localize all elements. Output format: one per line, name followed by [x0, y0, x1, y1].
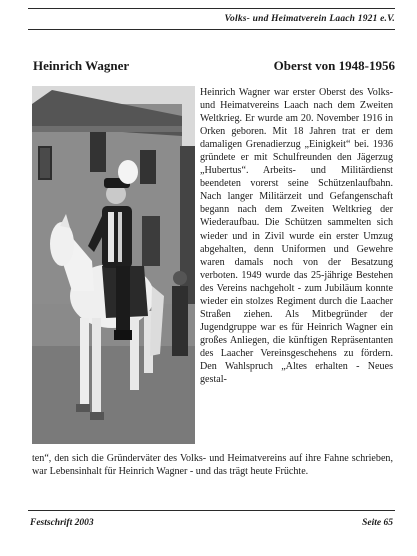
running-header: Volks- und Heimatverein Laach 1921 e.V.: [224, 14, 395, 24]
footer-publication: Festschrift 2003: [30, 518, 94, 528]
article-text-full-width: [32, 452, 393, 478]
role-heading: Oberst von 1948-1956: [273, 58, 395, 73]
article-paragraph-continuation: ten“, den sich die Gründerväter des Volks- und Heimatvereins auf ihre Fahne schrieben, war Lebensinhalt für Heinrich Wagner - und das trägt heute Früchte.: [32, 453, 393, 478]
footer-page-number: Seite 65: [362, 518, 393, 528]
header-rule-top: [28, 8, 395, 9]
article-title-row: [33, 58, 395, 76]
person-name-heading: Heinrich Wagner: [33, 58, 130, 73]
header-rule-bottom: [28, 29, 395, 30]
article-paragraph-column: Heinrich Wagner war erster Oberst des Volks- und Heimatvereins Laach nach dem Zweiten Weltkrieg. Er wurde am 20. November 1916 in Orken geboren. Mit 18 Jahren trat er dem damaligen Grenadierzug „Einigkeit“ bei. 1936 gründete er mit Schulfreunden den Jägerzug „Hubertus“. Arbeits- und Militärdienst beendeten vorerst seine Schützenlaufbahn. Nach langer Militärzeit und Gefangenschaft begann nach dem Zweiten Weltkrieg der Wiederaufbau. Die Schützen sammelten sich wieder und in Zivil wurde ein erster Umzug abgehalten, denn Uniformen und Gewehre waren damals noch von der Besatzung verboten. 1949 wurde das 25-jährige Bestehen des Vereins nachgeholt - zum Jubiläum konnte wieder ein stolzes Regiment durch die Laacher Straßen ziehen. Als Mitbegründer der Jugendgruppe war es für Heinrich Wagner ein großes Anliegen, die künftigen Repräsentanten des Laacher Vereinsgeschehens zu fördern. Den Wahlspruch „Altes erhalten - Neues gestal-: [200, 87, 393, 386]
portrait-photo: [32, 86, 195, 444]
article-text-column: [200, 86, 393, 386]
footer-rule: [28, 510, 395, 511]
